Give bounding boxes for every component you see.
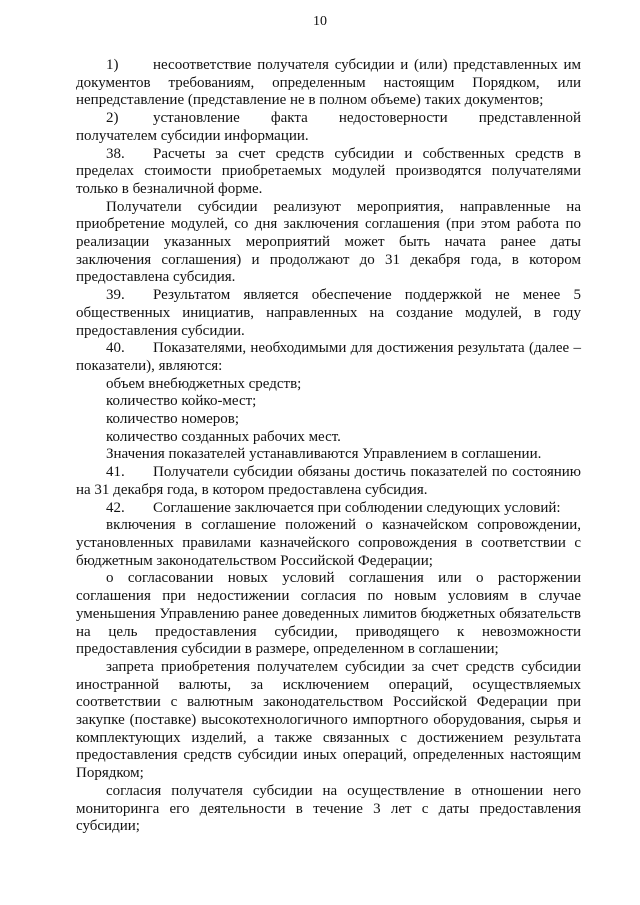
paragraph (76, 659, 581, 783)
paragraph (76, 393, 581, 411)
paragraph-text: установление факта недостоверности представленной получателем субсидии информации. (76, 110, 581, 144)
paragraph-text: несоответствие получателя субсидии и (или) представленных им документов требованиям, определенным настоящим Порядком, или непредставление (представление не в полном объеме) таких документов; (76, 57, 581, 109)
paragraph (76, 376, 581, 394)
paragraph-text: количество койко-мест; (106, 393, 257, 410)
paragraph-text: Значения показателей устанавливаются Управлением в соглашении. (106, 446, 542, 463)
paragraph-text: Получатели субсидии реализуют мероприятия, направленные на приобретение модулей, со дня заключения соглашения (при этом работа по реализации указанных мероприятий может быть начата ранее даты заключения соглашения) и продолжают до 31 декабря года, в котором предоставлена субсидия. (76, 198, 581, 286)
paragraph (76, 57, 581, 110)
paragraph (76, 517, 581, 570)
paragraph-text: количество созданных рабочих мест. (106, 428, 341, 445)
item-number: 42. (106, 499, 125, 516)
paragraph (76, 287, 581, 340)
paragraph-text: Результатом является обеспечение поддержкой не менее 5 общественных инициатив, направленных на создание модулей, в году предоставления субсидии. (76, 287, 581, 339)
paragraph-text: включения в соглашение положений о казначейском сопровождении, установленных правилами казначейского сопровождения в соответствии с бюджетным законодательством Российской Федерации; (76, 517, 581, 569)
paragraph (76, 464, 581, 499)
paragraph-text: Соглашение заключается при соблюдении следующих условий: (153, 499, 561, 516)
paragraph-text: объем внебюджетных средств; (106, 375, 302, 392)
item-number: 40. (106, 340, 125, 357)
paragraph-text: Показателями, необходимыми для достижения результата (далее – показатели), являются: (76, 340, 581, 374)
paragraph (76, 429, 581, 447)
paragraph-text: количество номеров; (106, 411, 240, 428)
paragraph (76, 570, 581, 659)
paragraph (76, 446, 581, 464)
paragraph-text: запрета приобретения получателем субсидии за счет средств субсидии иностранной валюты, за исключением операций, осуществляемых соответствии с валютным законодательством Российской Федерации при закупке (поставке) высокотехнологичного импортного оборудования, сырья и комплектующих изделий, а также связанных с достижением результата предоставления средств субсидии иных операций, определенных настоящим Порядком; (76, 658, 581, 782)
item-number: 41. (106, 464, 125, 481)
paragraph (76, 783, 581, 836)
paragraph (76, 411, 581, 429)
paragraph-text: о согласовании новых условий соглашения или о расторжении соглашения при недостижении согласия по новым условиям в случае уменьшения Управлению ранее доведенных лимитов бюджетных обязательств на цель предоставления субсидии, приводящего к невозможности предоставления субсидии в размере, определенном в соглашении; (76, 570, 581, 658)
item-number: 39. (106, 287, 125, 304)
page-number: 10 (313, 14, 327, 29)
paragraph (76, 340, 581, 375)
paragraph-text: согласия получателя субсидии на осуществление в отношении него мониторинга его деятельности в течение 3 лет с даты предоставления субсидии; (76, 782, 581, 835)
paragraph-text: Получатели субсидии обязаны достичь показателей по состоянию на 31 декабря года, в котором предоставлена субсидия. (76, 464, 581, 498)
item-number: 38. (106, 145, 125, 162)
paragraph (76, 500, 581, 518)
paragraph (76, 199, 581, 288)
item-number: 1) (106, 57, 119, 73)
item-number: 2) (106, 110, 119, 127)
paragraph (76, 110, 581, 145)
paragraph-text: Расчеты за счет средств субсидии и собственных средств в пределах стоимости приобретаемых модулей производятся получателями только в безналичной форме. (76, 145, 581, 197)
paragraph (76, 146, 581, 199)
document-body (76, 57, 581, 836)
